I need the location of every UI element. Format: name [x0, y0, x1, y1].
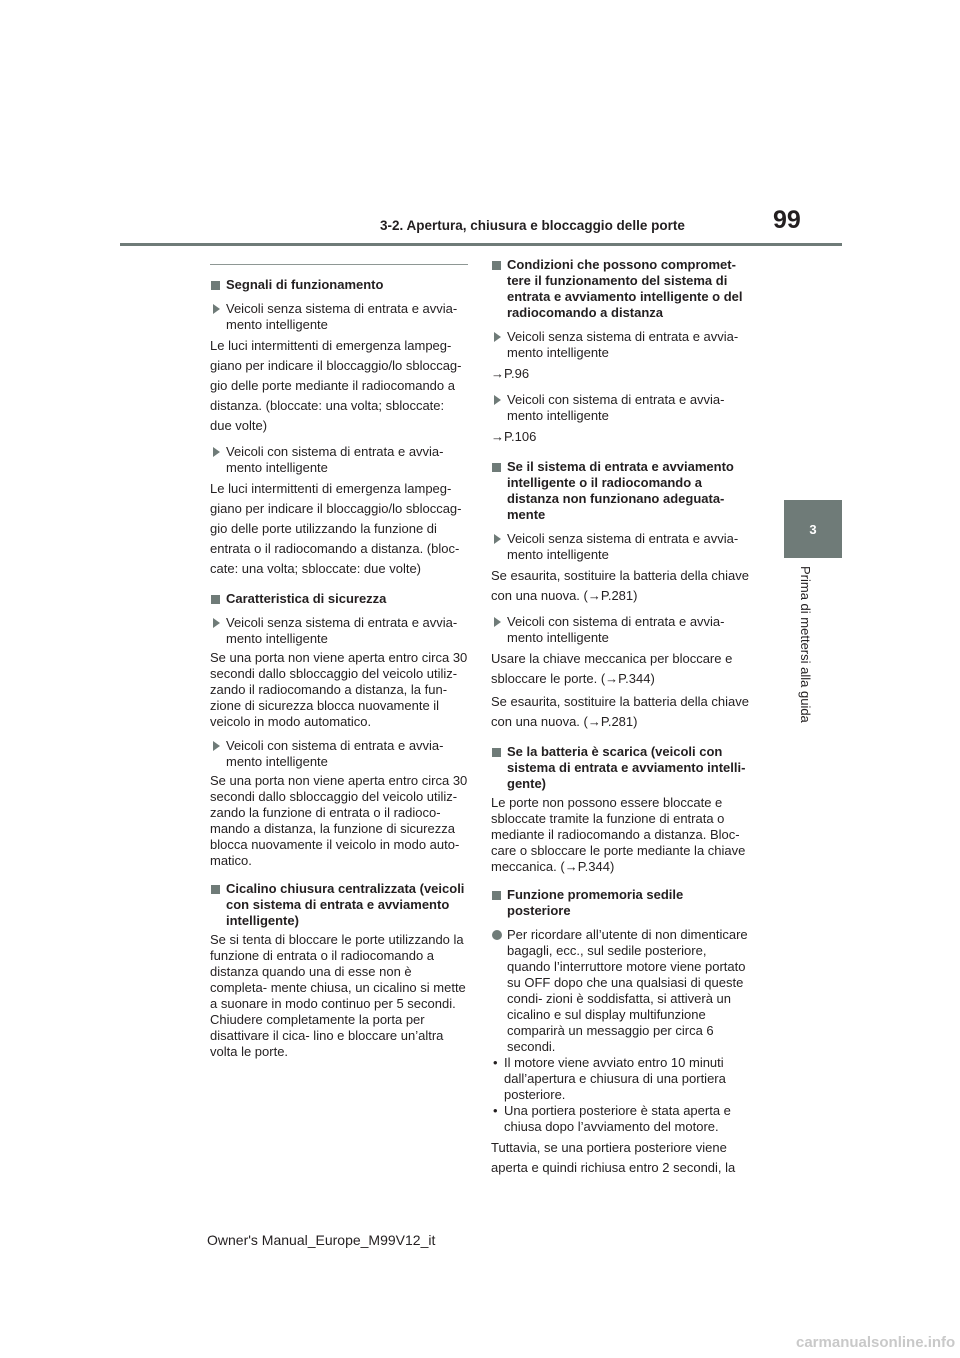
square-bullet-icon: [492, 891, 501, 900]
section-heading: Caratteristica di sicurezza: [210, 591, 468, 607]
triangle-bullet-icon: [494, 534, 501, 544]
subheading: Veicoli senza sistema di entrata e avvia- mento intelligente: [491, 329, 749, 361]
square-bullet-icon: [492, 748, 501, 757]
paragraph: Se una porta non viene aperta entro circa 30 secondi dallo sbloccaggio del veicolo utiliz- zando la funzione di entrata o il radioco- mando a distanza, la funzione di sicurezza blocca nuovamente il veicolo in modo auto- matico.: [210, 773, 468, 868]
triangle-bullet-icon: [494, 395, 501, 405]
page-number: 99: [773, 206, 801, 234]
section-heading: Segnali di funzionamento: [210, 277, 468, 293]
subheading: Veicoli con sistema di entrata e avvia- mento intelligente: [210, 738, 468, 770]
subheading: Veicoli senza sistema di entrata e avvia- mento intelligente: [210, 615, 468, 647]
left-column: [210, 264, 468, 1060]
footer-text: Owner's Manual_Europe_M99V12_it: [207, 1232, 436, 1248]
header-divider: [120, 243, 842, 246]
square-bullet-icon: [211, 595, 220, 604]
watermark: carmanualsonline.info: [796, 1334, 956, 1351]
bullet-glyph: •: [493, 1103, 498, 1118]
bullet-item: • Il motore viene avviato entro 10 minuti dall’apertura e chiusura di una portiera posteriore.: [493, 1055, 726, 1102]
section-heading: Cicalino chiusura centralizzata (veicoli con sistema di entrata e avviamento intelligente): [210, 881, 468, 929]
square-bullet-icon: [492, 261, 501, 270]
triangle-bullet-icon: [213, 618, 220, 628]
subheading: Veicoli con sistema di entrata e avvia- mento intelligente: [210, 444, 468, 476]
circle-bullet-icon: [492, 930, 502, 940]
dot-list-item: Per ricordare all’utente di non dimenticare bagagli, ecc., sul sedile posteriore, quando l’interruttore motore viene portato su OFF dopo che una qualsiasi di queste condi- zioni è soddisfatta, si attiverà un cicalino e sul display multifunzione comparirà un messaggio per circa 6 secondi.: [491, 927, 749, 1055]
paragraph: Le porte non possono essere bloccate e sbloccate tramite la funzione di entrata o mediante il radiocomando a distanza. Bloc- care o sbloccare le porte mediante la chiave meccanica. (→P.344): [491, 795, 746, 874]
paragraph: Le luci intermittenti di emergenza lampeg- giano per indicare il bloccaggio/lo sbloccag- gio delle porte utilizzando la funzione di entrata o il radiocomando a distanza. (bloc- cate: una volta; sbloccate: due volte): [210, 481, 462, 576]
page-reference: →P.96: [491, 366, 530, 381]
section-heading: Se la batteria è scarica (veicoli con sistema di entrata e avviamento intelli- gente): [491, 744, 749, 792]
square-bullet-icon: [211, 885, 220, 894]
paragraph: Se esaurita, sostituire la batteria della chiave con una nuova. (→P.281): [491, 694, 749, 729]
paragraph: Le luci intermittenti di emergenza lampeg- giano per indicare il bloccaggio/lo sbloccag- gio delle porte mediante il radiocomando a distanza. (bloccate: una volta; sbloccate: due volte): [210, 338, 462, 433]
right-column: [491, 257, 749, 1178]
bullet-item: • Una portiera posteriore è stata aperta e chiusa dopo l’avviamento del motore.: [493, 1103, 731, 1134]
section-heading: Se il sistema di entrata e avviamento intelligente o il radiocomando a distanza non funzionano adeguata- mente: [491, 459, 749, 523]
bullet-glyph: •: [493, 1055, 498, 1070]
triangle-bullet-icon: [213, 741, 220, 751]
column-top-rule: [210, 264, 468, 265]
subheading: Veicoli con sistema di entrata e avvia- mento intelligente: [491, 392, 749, 424]
chapter-tab-number: 3: [809, 521, 817, 537]
triangle-bullet-icon: [213, 304, 220, 314]
chapter-side-label: Prima di mettersi alla guida: [798, 566, 813, 723]
triangle-bullet-icon: [494, 332, 501, 342]
paragraph: Se una porta non viene aperta entro circa 30 secondi dallo sbloccaggio del veicolo utiliz- zando il radiocomando a distanza, la fun- zione di sicurezza blocca nuovamente il veicolo in modo automatico.: [210, 650, 468, 729]
square-bullet-icon: [211, 281, 220, 290]
paragraph: Se esaurita, sostituire la batteria della chiave con una nuova. (→P.281): [491, 568, 749, 603]
section-heading: Condizioni che possono compromet- tere il funzionamento del sistema di entrata e avviamento intelligente o del radiocomando a distanza: [491, 257, 749, 321]
chapter-tab: [784, 500, 842, 558]
subheading: Veicoli con sistema di entrata e avvia- mento intelligente: [491, 614, 749, 646]
paragraph: Usare la chiave meccanica per bloccare e sbloccare le porte. (→P.344): [491, 651, 733, 686]
subheading: Veicoli senza sistema di entrata e avvia- mento intelligente: [210, 301, 468, 333]
subheading: Veicoli senza sistema di entrata e avvia- mento intelligente: [491, 531, 749, 563]
square-bullet-icon: [492, 463, 501, 472]
section-heading: Funzione promemoria sedile posteriore: [491, 887, 749, 919]
triangle-bullet-icon: [494, 617, 501, 627]
page-reference: →P.106: [491, 429, 537, 444]
header-section-title: 3-2. Apertura, chiusura e bloccaggio delle porte: [380, 218, 685, 233]
paragraph: Se si tenta di bloccare le porte utilizzando la funzione di entrata o il radiocomando a distanza quando una di esse non è completa- mente chiusa, un cicalino si mette a suonare in modo continuo per 5 secondi. Chiudere completamente la porta per disattivare il cica- lino e bloccare un’altra volta le porte.: [210, 932, 466, 1059]
triangle-bullet-icon: [213, 447, 220, 457]
paragraph: Tuttavia, se una portiera posteriore viene aperta e quindi richiusa entro 2 secondi, la: [491, 1140, 736, 1175]
